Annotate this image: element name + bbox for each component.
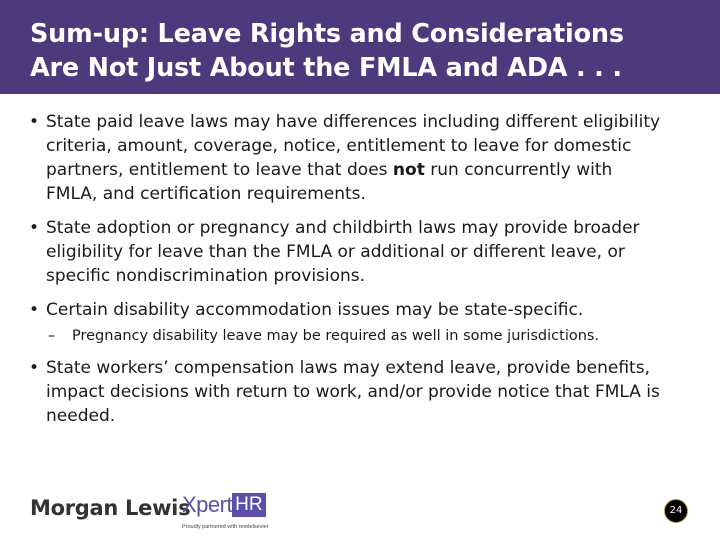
xperthr-logo-hr: HR [232, 493, 265, 517]
bullet-text-line: impact decisions with return to work, and/or provide notice that FMLA is [46, 382, 660, 402]
bullet-marker: • [29, 358, 40, 378]
page-number-badge: 24 [664, 499, 688, 523]
bullet-text-line: needed. [46, 406, 116, 426]
bullet-text-segment: partners, entitlement to leave that does [46, 160, 393, 180]
bullet-text-line: specific nondiscrimination provisions. [46, 266, 366, 286]
morgan-lewis-logo: Morgan Lewis [30, 496, 191, 520]
emphasis-not: not [392, 160, 425, 180]
bullet-adoption-pregnancy [28, 216, 688, 288]
slide-title [30, 17, 710, 85]
sub-bullet-text: Pregnancy disability leave may be required as well in some jurisdictions. [72, 328, 600, 344]
bullet-text-line: FMLA, and certification requirements. [46, 184, 366, 204]
title-bar [0, 0, 720, 94]
bullet-text-line: State workers’ compensation laws may extend leave, provide benefits, [46, 358, 650, 378]
bullet-text-line: criteria, amount, coverage, notice, entitlement to leave for domestic [46, 136, 632, 156]
bullet-disability-accommodation [28, 298, 688, 346]
bullet-marker: • [29, 300, 40, 320]
bullet-workers-compensation [28, 356, 688, 428]
xperthr-tagline: Proudly partnered with reedelsevier [182, 524, 269, 530]
bullet-text-segment: run concurrently with [424, 160, 613, 180]
bullet-text-line [46, 158, 688, 182]
xperthr-logo [182, 492, 269, 530]
bullet-state-paid-leave [28, 110, 688, 206]
slide-body [28, 110, 688, 438]
bullet-text-line: Certain disability accommodation issues may be state-specific. [46, 300, 584, 320]
slide-title-line-1: Sum-up: Leave Rights and Considerations [30, 19, 624, 49]
bullet-text-line: State adoption or pregnancy and childbirth laws may provide broader [46, 218, 640, 238]
slide-footer [0, 480, 720, 540]
sub-bullet-pregnancy-disability [48, 326, 688, 346]
xperthr-logo-xpert: Xpert [182, 492, 233, 517]
bullet-marker: • [29, 112, 40, 132]
bullet-text-line: eligibility for leave than the FMLA or additional or different leave, or [46, 242, 625, 262]
sub-bullet-marker: – [48, 328, 56, 344]
bullet-marker: • [29, 218, 40, 238]
bullet-text-line: State paid leave laws may have differences including different eligibility [46, 112, 661, 132]
slide-title-line-2: Are Not Just About the FMLA and ADA . . . [30, 53, 622, 83]
